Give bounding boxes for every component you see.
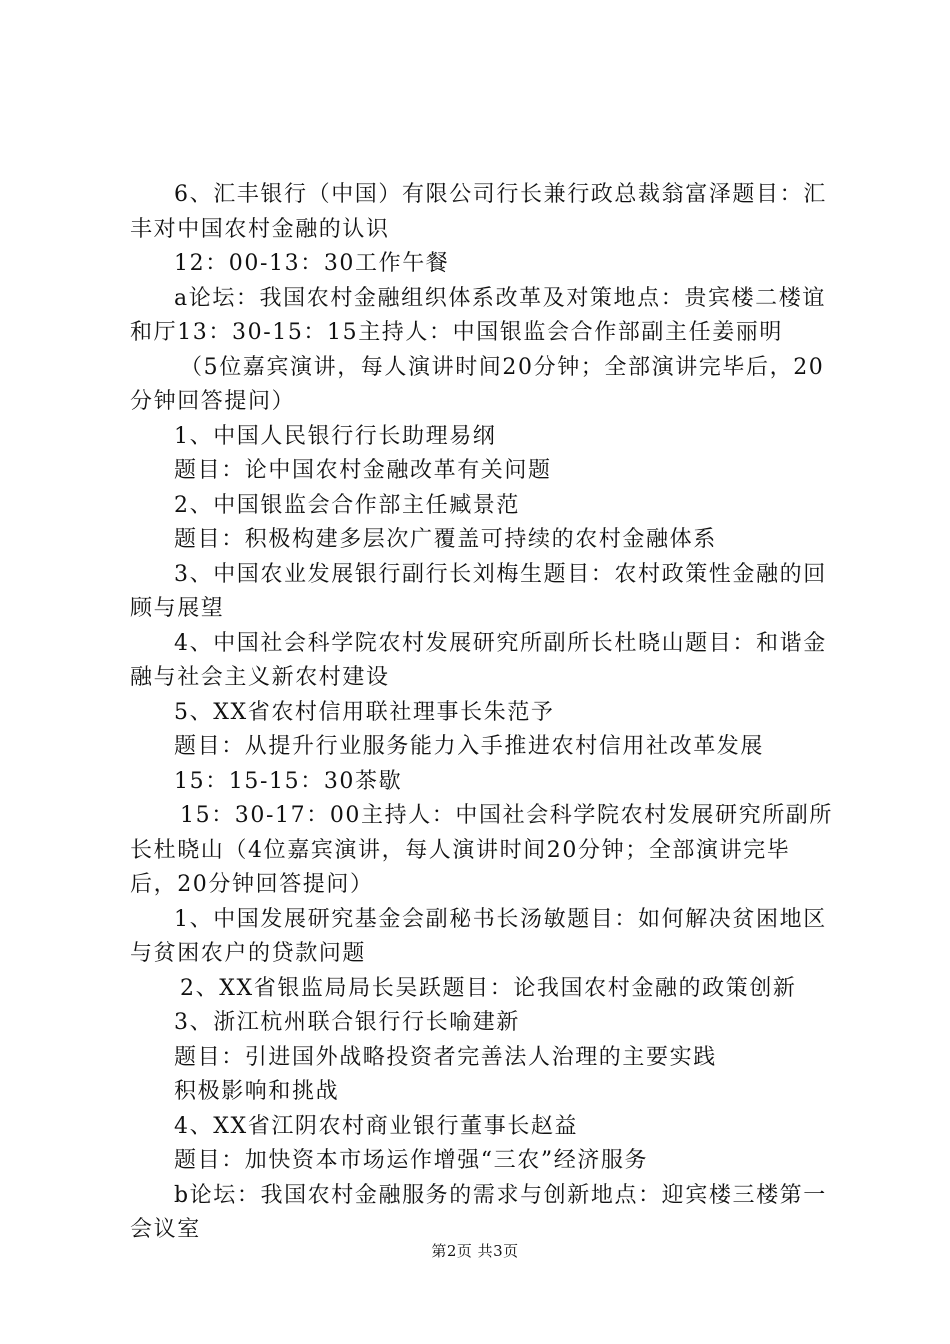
paragraph: 题目：积极构建多层次广覆盖可持续的农村金融体系	[174, 527, 717, 552]
paragraph: 6、汇丰银行（中国）有限公司行长兼行政总裁翁富泽题目：汇丰对中国农村金融的认识	[130, 182, 827, 242]
page-footer	[0, 1241, 950, 1261]
paragraph: 题目：引进国外战略投资者完善法人治理的主要实践	[174, 1044, 717, 1070]
paragraph: 2、中国银监会合作部主任臧景范	[174, 492, 520, 518]
paragraph: 3、中国农业发展银行副行长刘梅生题目：农村政策性金融的回顾与展望	[130, 561, 827, 621]
paragraph: 2、XX省银监局局长吴跃题目：论我国农村金融的政策创新	[180, 975, 797, 1001]
paragraph: 15：15-15：30茶歇	[174, 768, 403, 794]
paragraph: 题目：加快资本市场运作增强“三农”经济服务	[174, 1148, 649, 1173]
paragraph: （5位嘉宾演讲，每人演讲时间20分钟；全部演讲完毕后，20分钟回答提问）	[130, 354, 825, 414]
paragraph: 1、中国发展研究基金会副秘书长汤敏题目：如何解决贫困地区与贫困农户的贷款问题	[130, 906, 827, 966]
paragraph: 积极影响和挑战	[174, 1079, 340, 1104]
paragraph: 4、中国社会科学院农村发展研究所副所长杜晓山题目：和谐金融与社会主义新农村建设	[130, 630, 827, 690]
paragraph: 15：30-17：00主持人：中国社会科学院农村发展研究所副所长杜晓山（4位嘉宾演讲，每人演讲时间20分钟；全部演讲完毕后，20分钟回答提问）	[130, 803, 834, 897]
paragraph: 5、XX省农村信用联社理事长朱范予	[174, 699, 555, 725]
paragraph: 1、中国人民银行行长助理易纲	[174, 423, 497, 449]
paragraph: b论坛：我国农村金融服务的需求与创新地点：迎宾楼三楼第一会议室	[130, 1182, 827, 1242]
paragraph: 题目：从提升行业服务能力入手推进农村信用社改革发展	[174, 734, 765, 759]
paragraph: 3、浙江杭州联合银行行长喻建新	[174, 1010, 520, 1035]
paragraph: a论坛：我国农村金融组织体系改革及对策地点：贵宾楼二楼谊和厅13：30-15：15主持人：中国银监会合作部副主任姜丽明	[130, 285, 826, 345]
page-number-label: 第2页 共3页	[431, 1242, 519, 1260]
document-body	[130, 178, 835, 1248]
paragraph: 4、XX省江阴农村商业银行董事长赵益	[174, 1113, 579, 1139]
paragraph: 题目：论中国农村金融改革有关问题	[174, 458, 552, 483]
paragraph: 12：00-13：30工作午餐	[174, 251, 450, 276]
